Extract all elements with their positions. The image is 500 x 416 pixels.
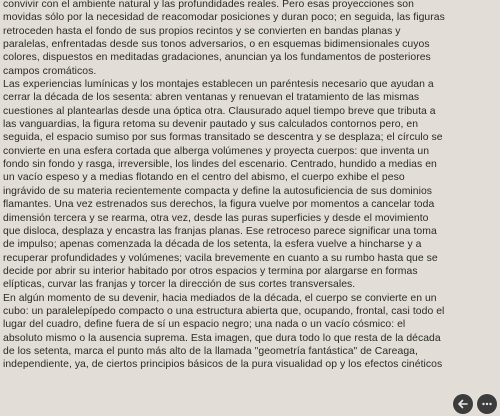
text-line: de impulso; apenas comenzada la década de los setenta, la esfera vuelve a hincharse y a bbox=[3, 239, 422, 251]
paragraph bbox=[3, 78, 497, 292]
text-line: cubo: un paralelepípedo compacto o una estructura abierta que, ocupando, frontal, casi todo el bbox=[3, 305, 445, 317]
text-line: de los setenta, marca el punto más alto de la llamada "geometría fantástica" de Careaga, bbox=[3, 345, 418, 357]
text-line: que disloca, desplaza y encastra las franjas planas. Ese retroceso parece significar una toma bbox=[3, 225, 437, 237]
text-line: movidas sólo por la necesidad de reacomodar posiciones y duran poco; en seguida, las figuras bbox=[3, 12, 445, 24]
text-line: flamantes. Una vez estrenados sus derechos, la figura vuelve por momentos a cancelar toda bbox=[3, 199, 435, 211]
more-button[interactable] bbox=[477, 394, 497, 414]
text-line: recuperar profundidades y volúmenes; vacila brevemente en cuanto a su rumbo hasta que se bbox=[3, 252, 438, 264]
text-line: paralelas, enfrentadas desde sus tonos adversarios, o en esquemas bidimensionales cuyos bbox=[3, 39, 430, 51]
text-line: elípticas, curvar las franjas y torcer la dirección de sus cortes transversales. bbox=[3, 279, 356, 291]
text-line: cuestiones al plantearlas desde una óptica otra. Clausurado aquel tiempo breve que tributa a bbox=[3, 105, 436, 117]
text-line: decide por abrir su interior habitado por otros espacios y termina por alargarse en formas bbox=[3, 265, 418, 277]
text-line: las vanguardias, la figura retoma su devenir pautado y sus calculados contornos pero, en bbox=[3, 119, 419, 131]
back-button[interactable] bbox=[453, 394, 473, 414]
text-line: En algún momento de su devenir, hacia mediados de la década, el cuerpo se convierte en un bbox=[3, 292, 437, 304]
text-line: dimensión tercera y se rearma, otra vez, desde las puras superficies y desde el movimiento bbox=[3, 212, 429, 224]
text-line: convivir con el ambiente natural y las profundidades reales. Pero esas proyecciones son bbox=[3, 0, 414, 10]
text-line: Las experiencias lumínicas y los montajes establecen un paréntesis necesario que ayudan a bbox=[3, 79, 434, 91]
arrow-left-icon bbox=[457, 398, 469, 410]
body-text bbox=[3, 0, 497, 372]
viewer-controls bbox=[453, 394, 497, 414]
text-line: seguida, el espacio sumiso por sus formas transitado se descentra y se desplaza; el círculo se bbox=[3, 132, 443, 144]
text-line: independiente, ya, de ciertos principios básicos de la pura visualidad op y los efectos cinéticos bbox=[3, 359, 443, 371]
text-line: fondo sin fondo y rasga, irreversible, los lindes del escenario. Centrado, hundido a medias en bbox=[3, 159, 437, 171]
text-line: un vacío espeso y a medias flotando en el centro del abismo, el cuerpo exhibe el peso bbox=[3, 172, 405, 184]
more-icon bbox=[481, 398, 493, 410]
paragraph bbox=[3, 0, 497, 78]
text-line: lugar del cuadro, define fuera de sí un espacio negro; una nada o un vacío cósmico: el bbox=[3, 319, 406, 331]
text-line: ingrávido de su materia recientemente compacta y define la autosuficiencia de sus dominios bbox=[3, 185, 433, 197]
paragraph bbox=[3, 292, 497, 372]
text-line: retroceden hasta el fondo de sus propios recintos y se convierten en bandas planas y bbox=[3, 25, 401, 37]
text-line: cerrar la década de los sesenta: abren ventanas y renuevan el tratamiento de las mismas bbox=[3, 92, 420, 104]
text-line: absoluto mismo o la ausencia suprema. Esta imagen, que dura todo lo que resta de la década bbox=[3, 332, 441, 344]
text-line: convierte en una esfera cortada que alberga volúmenes y proyecta cuerpos: que inventa un bbox=[3, 145, 430, 157]
text-line: campos cromáticos. bbox=[3, 65, 97, 77]
text-line: colores, dispuestos en meditadas gradaciones, anuncian ya los fundamentos de posteriores bbox=[3, 52, 431, 64]
